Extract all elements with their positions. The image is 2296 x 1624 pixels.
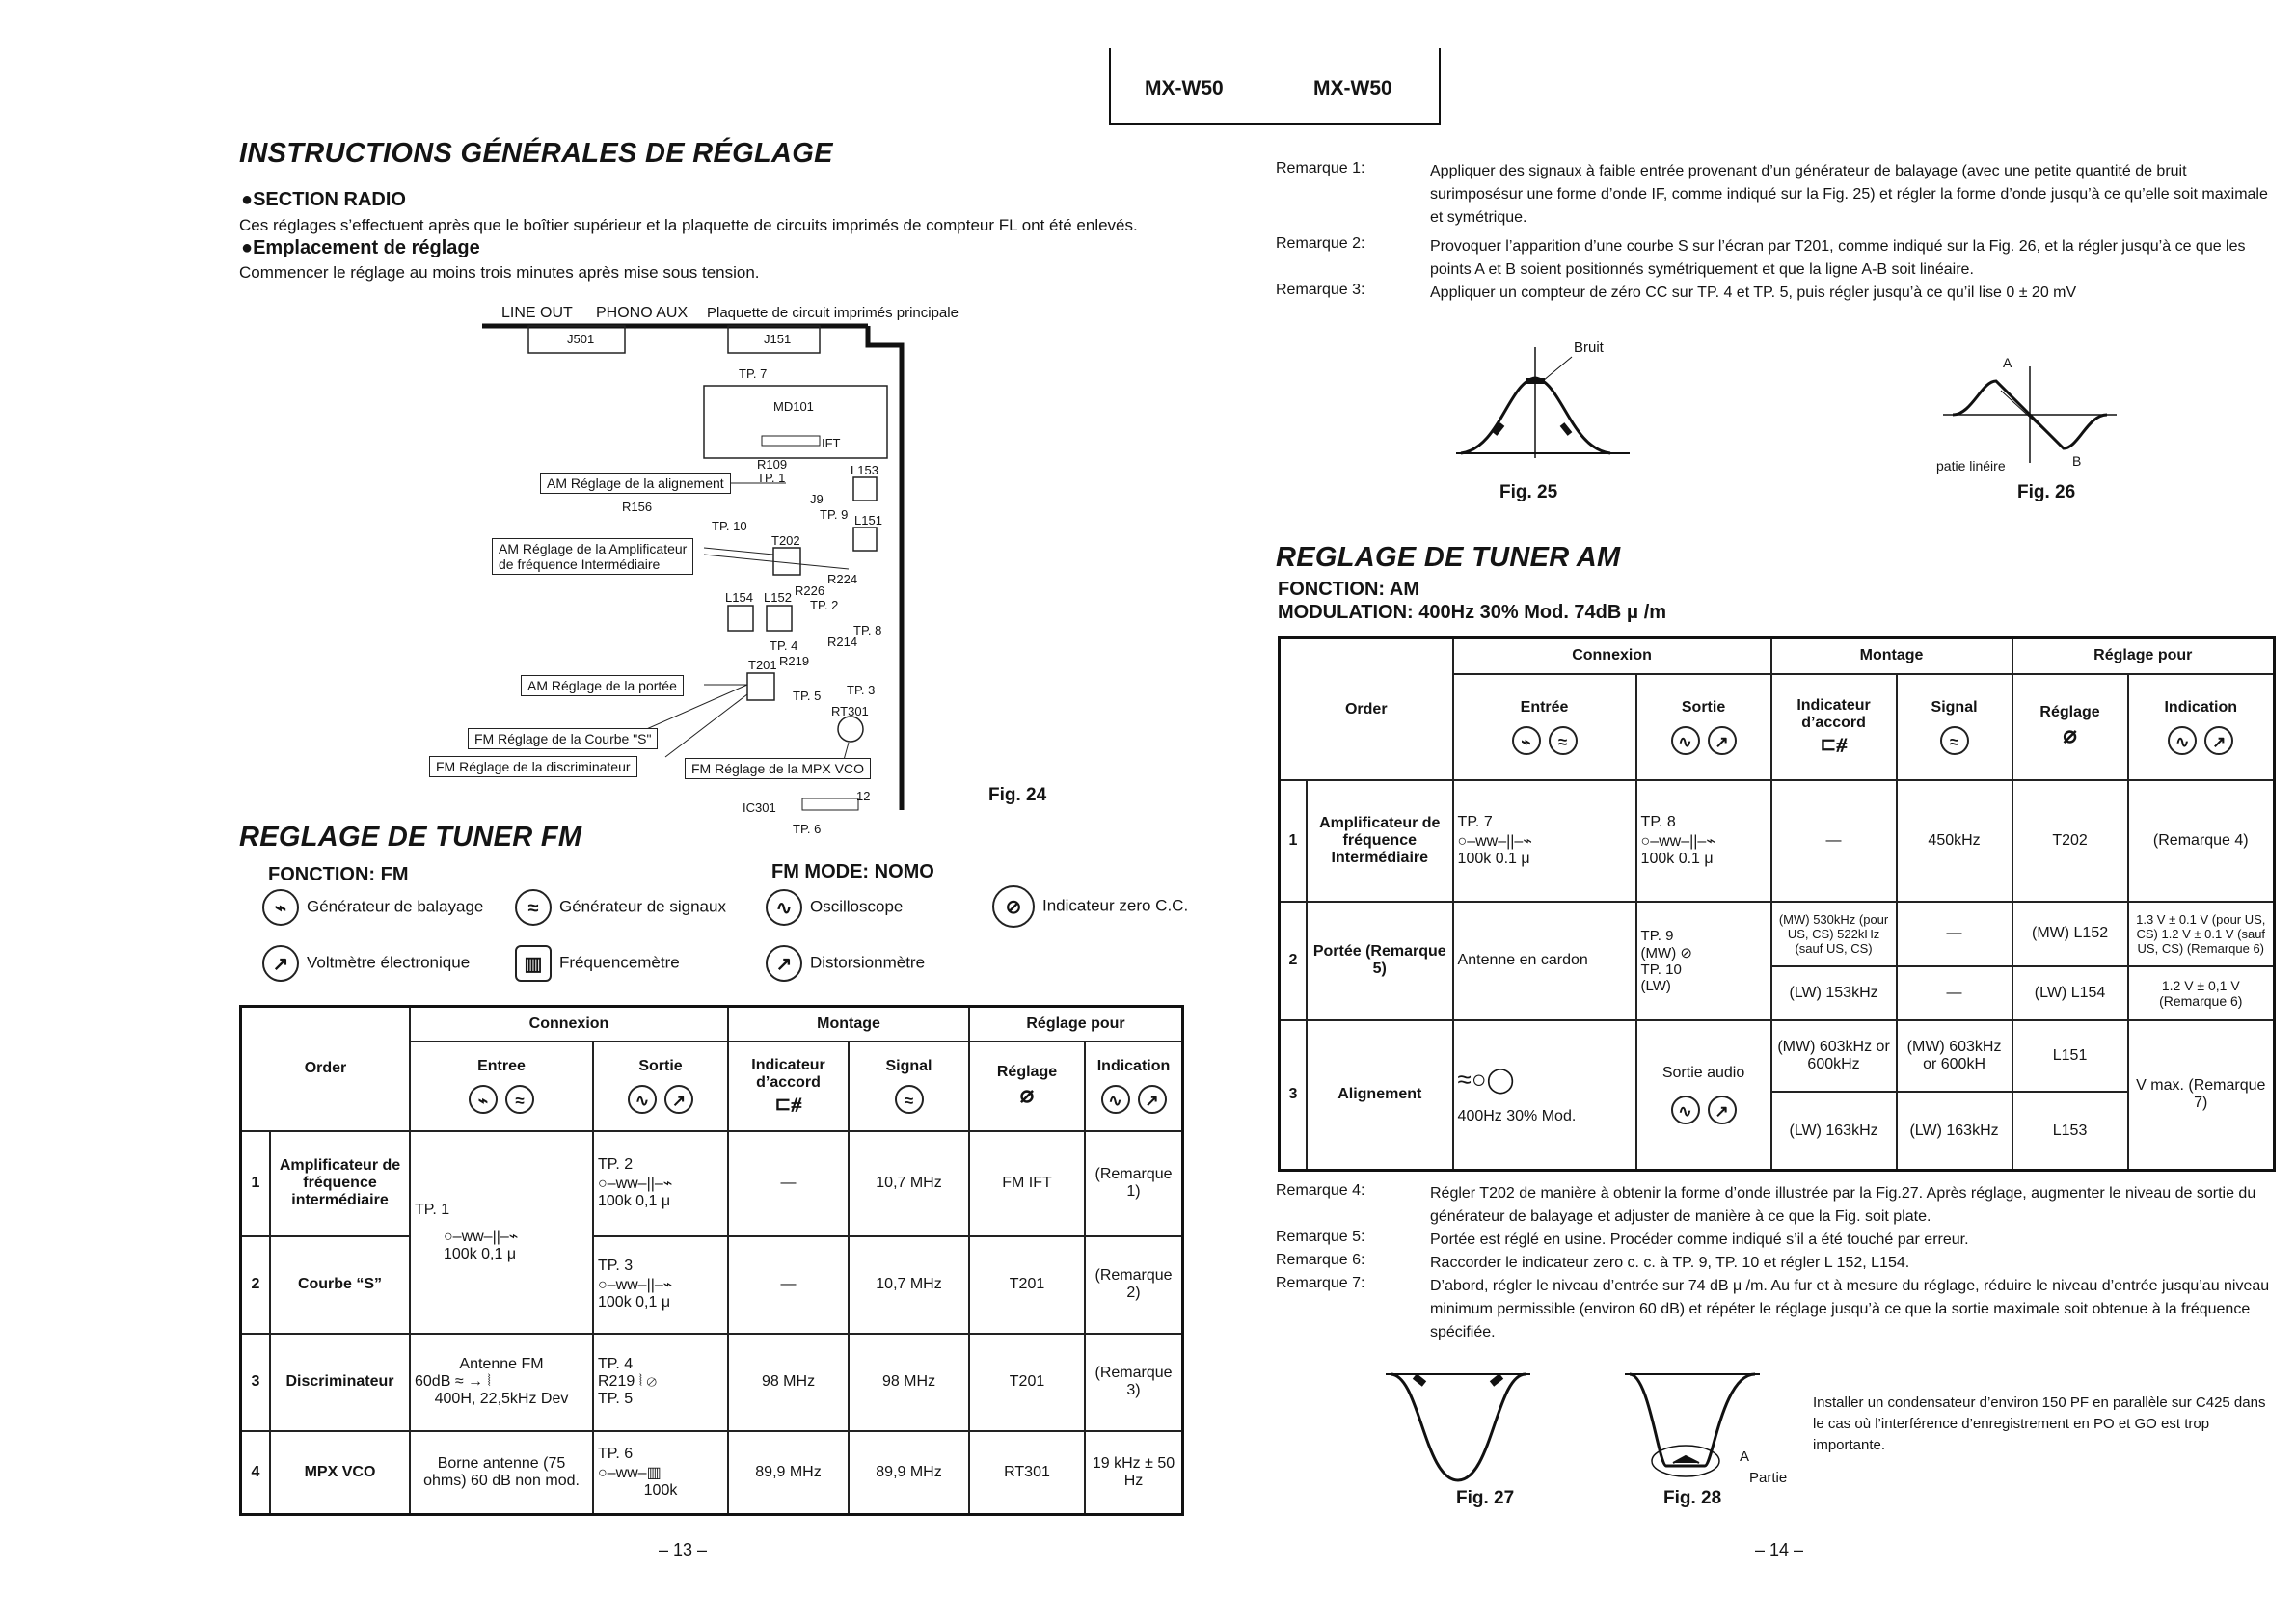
circuit-symbol-icon: ○–ᴡᴡ–||–⌁ <box>598 1277 673 1294</box>
fig24-j501: J501 <box>567 332 595 346</box>
am-row2-num: 2 <box>1280 902 1308 1020</box>
fm-row2-num: 2 <box>241 1236 271 1334</box>
am-th-reglage <box>2012 674 2128 780</box>
am-row2-sortie-lw: (LW) <box>1640 977 1671 994</box>
legend-voltmeter-text: Voltmètre électronique <box>307 953 471 972</box>
am-row1-indication: (Remarque 4) <box>2128 780 2275 902</box>
fm-row2-indic: — <box>728 1236 849 1334</box>
signal-generator-icon: ≈ <box>1549 726 1578 755</box>
fig26-label: Fig. 26 <box>2017 482 2076 502</box>
remarque-1 <box>1276 160 2279 235</box>
fm-row2-sortie <box>593 1236 728 1334</box>
remarques-bottom <box>1276 1182 2279 1344</box>
fm-row3-entree-db: 60dB <box>415 1373 451 1391</box>
fm-fonction: FONCTION: FM <box>268 864 409 885</box>
fm-th-indication-label: Indication <box>1096 1058 1171 1075</box>
am-th-sortie <box>1636 674 1771 780</box>
fm-row2-signal: 10,7 MHz <box>849 1236 969 1334</box>
fm-row2-indication: (Remarque 2) <box>1085 1236 1183 1334</box>
emplacement-heading: ●Emplacement de réglage <box>241 237 480 258</box>
fm-table <box>239 1005 1184 1516</box>
adjust-icon: ⌀ <box>1019 1081 1035 1108</box>
am-row2-sortie <box>1636 902 1771 1020</box>
remarque-5-text: Portée est réglé en usine. Procéder comme indiqué s’il a été touché par erreur. <box>1430 1232 1969 1248</box>
fig25-label: Fig. 25 <box>1499 482 1558 502</box>
am-row1-signal: 450kHz <box>1897 780 2012 902</box>
am-th-indication <box>2128 674 2275 780</box>
fm-row3-reglage: T201 <box>969 1334 1085 1431</box>
am-th-sortie-label: Sortie <box>1681 698 1726 716</box>
fm-row4-indication: 19 kHz ± 50 Hz <box>1085 1431 1183 1515</box>
fig24-l153: L153 <box>851 463 878 477</box>
fig24-rt301: RT301 <box>831 704 869 718</box>
fig28-waveform <box>1620 1355 1765 1490</box>
tuning-indicator-icon: ⊏⧣ <box>774 1093 802 1115</box>
am-row1-name: Amplificateur de fréquence Intermédiaire <box>1307 780 1453 902</box>
legend-distortion-meter <box>762 945 925 982</box>
fm-row3-sortie-tp: TP. 4 <box>598 1356 634 1373</box>
am-th-reglage-label: Réglage <box>2039 704 2100 721</box>
am-row1-reglage: T202 <box>2012 780 2128 902</box>
am-th-entree <box>1453 674 1636 780</box>
fig27-label: Fig. 27 <box>1456 1488 1515 1508</box>
legend-sweep-generator <box>258 889 483 926</box>
fig24-tp8: TP. 8 <box>853 623 882 637</box>
zero-indicator-icon: ⦚ ⊘ <box>638 1373 657 1391</box>
fig28-a: A <box>1740 1448 1750 1465</box>
signal-generator-icon: ≈ <box>515 889 552 926</box>
am-row2-indication-a: 1.3 V ± 0.1 V (pour US, CS) 1.2 V ± 0.1 V (sauf US, CS) (Remarque 6) <box>2128 902 2275 966</box>
voltmeter-icon: ↗ <box>1708 726 1737 755</box>
am-fonction: FONCTION: AM <box>1278 579 1420 600</box>
voltmeter-icon: ↗ <box>664 1085 693 1114</box>
am-row1-indic: — <box>1771 780 1897 902</box>
fig24-ic301: IC301 <box>743 800 776 815</box>
remarque-6-text: Raccorder le indicateur zero c. c. à TP. 9, TP. 10 et régler L 152, L154. <box>1430 1255 1910 1271</box>
fig26-b: B <box>2072 453 2082 469</box>
voltmeter-icon: ↗ <box>1708 1096 1737 1124</box>
fm-row2-name: Courbe “S” <box>270 1236 410 1334</box>
fm-row4-indic: 89,9 MHz <box>728 1431 849 1515</box>
fm-th-montage: Montage <box>728 1007 969 1042</box>
fig24-diagram <box>436 299 959 839</box>
am-row2-reglage-b: (LW) L154 <box>2012 966 2128 1020</box>
model-header-box <box>1109 48 1441 125</box>
fm-th-reglage-pour: Réglage pour <box>969 1007 1183 1042</box>
am-row2-reglage-a: (MW) L152 <box>2012 902 2128 966</box>
am-modulation: MODULATION: 400Hz 30% Mod. 74dB μ /m <box>1278 602 1667 623</box>
remarque-7-label: Remarque 7: <box>1276 1275 1365 1291</box>
am-th-indicateur-label: Indicateur d’accord <box>1796 697 1871 732</box>
remarque-2-label: Remarque 2: <box>1276 235 1365 252</box>
adjust-icon: ⌀ <box>2063 722 2077 749</box>
remarque-3-text: Appliquer un compteur de zéro CC sur TP. 4 et TP. 5, puis régler jusqu’à ce qu’il lise 0 ± 20 mV <box>1430 284 2077 301</box>
model-label-right: MX-W50 <box>1313 77 1392 99</box>
am-th-connexion: Connexion <box>1453 638 1771 674</box>
am-row3-signal-b: (LW) 163kHz <box>1897 1092 2012 1170</box>
fm-row3-sortie-r: R219 <box>598 1373 635 1391</box>
am-row1-entree <box>1453 780 1636 902</box>
circuit-symbol-icon: ○–ᴡᴡ–||–⌁ <box>444 1228 519 1245</box>
fig24-tp1: TP. 1 <box>757 471 786 485</box>
oscilloscope-icon: ∿ <box>1671 1096 1700 1124</box>
fig24-box-discri: FM Réglage de la discriminateur <box>429 756 637 777</box>
fig24-r224: R224 <box>827 572 858 586</box>
fm-row3-num: 3 <box>241 1334 271 1431</box>
fig24-r109: R109 <box>757 457 788 472</box>
fig24-j9: J9 <box>810 492 824 506</box>
fig26-waveform <box>1933 357 2126 473</box>
fm-row3-indic: 98 MHz <box>728 1334 849 1431</box>
fig24-box-portee: AM Réglage de la portée <box>521 675 684 696</box>
fig26-patie: patie linéire <box>1936 458 2006 474</box>
am-title: REGLAGE DE TUNER AM <box>1276 542 1621 573</box>
remarque-5 <box>1276 1229 2279 1252</box>
fm-row3-entree <box>410 1334 593 1431</box>
fm-th-sortie-label: Sortie <box>638 1058 683 1075</box>
fm-row3-entree-sub: 400H, 22,5kHz Dev <box>434 1391 569 1408</box>
fm-row2-reglage: T201 <box>969 1236 1085 1334</box>
fig26-a: A <box>2003 355 2012 370</box>
fm-row4-signal: 89,9 MHz <box>849 1431 969 1515</box>
legend-distortion-meter-text: Distorsionmètre <box>810 953 926 972</box>
legend-sweep-generator-text: Générateur de balayage <box>307 897 484 916</box>
am-row1-sortie <box>1636 780 1771 902</box>
fm-title: REGLAGE DE TUNER FM <box>239 822 582 853</box>
fig24-phono-aux: PHONO AUX <box>596 305 689 321</box>
am-row3-sortie-label: Sortie audio <box>1661 1065 1745 1082</box>
fig24-box-ampli-line1: AM Réglage de la Amplificateur <box>499 541 688 556</box>
am-row2-signal-a: — <box>1897 902 2012 966</box>
fm-row3-indication: (Remarque 3) <box>1085 1334 1183 1431</box>
signal-generator-icon: ≈ <box>505 1085 534 1114</box>
fig24-tp7: TP. 7 <box>739 366 768 381</box>
remarque-1-text: Appliquer des signaux à faible entrée provenant d’un générateur de balayage (avec une petite quantité de bruit surimposésur une forme d’onde IF, comme indiqué sur la Fig. 25) et régler la forme d’onde jusqu’à ce qu’elle soit maximale et symétrique. <box>1430 163 2268 226</box>
fig24-tp10: TP. 10 <box>712 519 747 533</box>
section-radio-text: Ces réglages s’effectuent après que le boîtier supérieur et la plaquette de circuits imprimés de compteur FL ont été enlevés. <box>239 216 1138 234</box>
fm-row4-name: MPX VCO <box>270 1431 410 1515</box>
am-row3-signal-a: (MW) 603kHz or 600kH <box>1897 1020 2012 1092</box>
fm-mode: FM MODE: NOMO <box>771 861 934 882</box>
circuit-symbol-icon: ○–ᴡᴡ–||–⌁ <box>598 1176 673 1193</box>
am-row1-sortie-tp: TP. 8 <box>1640 813 1676 830</box>
fig24-tp5: TP. 5 <box>793 689 822 703</box>
fig24-tp2: TP. 2 <box>810 598 839 612</box>
table-row <box>241 1334 1183 1431</box>
sweep-generator-icon: ⌁ <box>1512 726 1541 755</box>
fm-row2-sortie-val: 100k 0,1 μ <box>598 1294 671 1312</box>
distortion-meter-icon: ↗ <box>766 945 802 982</box>
remarque-4 <box>1276 1182 2279 1229</box>
am-row3-reglage-a: L151 <box>2012 1020 2128 1092</box>
am-th-order: Order <box>1280 638 1453 781</box>
fm-row4-sortie <box>593 1431 728 1515</box>
fm-row12-entree <box>410 1131 593 1334</box>
page-number-right: – 14 – <box>1755 1540 1804 1559</box>
legend-signal-generator-text: Générateur de signaux <box>559 897 726 916</box>
fm-th-reglage-label: Réglage <box>996 1063 1058 1080</box>
remarque-6-label: Remarque 6: <box>1276 1252 1365 1268</box>
circuit-symbol-icon: ○–ᴡᴡ–||–⌁ <box>1457 832 1532 850</box>
am-th-entree-label: Entrée <box>1520 698 1569 716</box>
fm-th-indication <box>1085 1042 1183 1131</box>
signal-generator-icon: ≈ <box>895 1085 924 1114</box>
voltmeter-icon: ↗ <box>262 945 299 982</box>
fm-th-reglage <box>969 1042 1085 1131</box>
fm-th-signal-label: Signal <box>885 1058 932 1075</box>
fm-row3-name: Discriminateur <box>270 1334 410 1431</box>
fm-th-entree <box>410 1042 593 1131</box>
signal-generator-icon: ≈ <box>1940 726 1969 755</box>
fig24-t202: T202 <box>771 533 800 548</box>
fm-row3-sortie-tp2: TP. 5 <box>598 1391 634 1408</box>
fig24-label: Fig. 24 <box>988 785 1047 805</box>
sweep-generator-icon: ⌁ <box>262 889 299 926</box>
fig24-md101: MD101 <box>773 399 814 414</box>
fm-row1-name: Amplificateur de fréquence intermédiaire <box>270 1131 410 1236</box>
frequency-meter-icon: ▥ <box>515 945 552 982</box>
table-row <box>241 1236 1183 1334</box>
frequency-meter-icon: ○–ᴡᴡ–▥ <box>598 1464 662 1481</box>
install-note: Installer un condensateur d’environ 150 PF en parallèle sur C425 dans le cas où l’interférence d’enregistrement en PO et GO est trop importante. <box>1813 1394 2266 1453</box>
fm-row1-sortie-tp: TP. 2 <box>598 1156 634 1174</box>
fm-row1-signal: 10,7 MHz <box>849 1131 969 1236</box>
legend-signal-generator <box>511 889 726 926</box>
tuning-indicator-icon: ⊏⧣ <box>1820 734 1848 756</box>
oscilloscope-icon: ∿ <box>766 889 802 926</box>
am-row3-indication: V max. (Remarque 7) <box>2128 1020 2275 1171</box>
fm-row3-sortie <box>593 1334 728 1431</box>
fig28-partie: Partie <box>1749 1470 1788 1486</box>
legend-zero-indicator-text: Indicateur zero C.C. <box>1042 896 1189 915</box>
legend-voltmeter <box>258 945 470 982</box>
sweep-generator-icon: ⌁ <box>469 1085 498 1114</box>
am-row1-sortie-val: 100k 0.1 μ <box>1640 850 1714 867</box>
fig24-ift: IFT <box>822 436 841 450</box>
am-row3-name: Alignement <box>1307 1020 1453 1171</box>
fig24-j151: J151 <box>764 332 792 346</box>
fig24-r219: R219 <box>779 654 810 668</box>
fig24-box-alignement: AM Réglage de la alignement <box>540 473 731 494</box>
fig25-waveform <box>1446 338 1639 463</box>
am-row1-num: 1 <box>1280 780 1308 902</box>
oscilloscope-icon: ∿ <box>1101 1085 1130 1114</box>
legend-frequency-meter-text: Fréquencemètre <box>559 953 680 972</box>
fm-th-order: Order <box>241 1007 411 1131</box>
fig24-l152: L152 <box>764 590 792 605</box>
am-row1-entree-val: 100k 0.1 μ <box>1457 850 1530 867</box>
fig24-box-mpx: FM Réglage de la MPX VCO <box>685 758 871 779</box>
fig27-waveform <box>1381 1355 1535 1490</box>
fm-row4-entree: Borne antenne (75 ohms) 60 dB non mod. <box>410 1431 593 1515</box>
remarque-7-text: D’abord, régler le niveau d’entrée sur 74 dB μ /m. Au fur et à mesure du réglage, réduire le niveau d’entrée jusqu’au niveau minimum permissible (environ 60 dB) et répéter le réglage jusqu’à ce que la sortie maximale soit obtenue à la fréquence spécifiée. <box>1430 1278 2270 1340</box>
remarque-3-label: Remarque 3: <box>1276 282 1365 298</box>
fig28-label: Fig. 28 <box>1663 1488 1722 1508</box>
fig24-tp9: TP. 9 <box>820 507 849 522</box>
remarque-3 <box>1276 282 2279 307</box>
loop-antenna-icon: ≈○◯ <box>1457 1064 1515 1094</box>
remarque-2-text: Provoquer l’apparition d’une courbe S sur l’écran par T201, comme indiqué sur la Fig. 26, et la régler jusqu’à ce que les points A et B soient positionnés symétriquement et que la ligne A-B soit linéaire. <box>1430 238 2246 278</box>
section-radio-heading: ●SECTION RADIO <box>241 189 406 210</box>
fm-th-indicateur <box>728 1042 849 1131</box>
am-row2-indic-b: (LW) 153kHz <box>1771 966 1897 1020</box>
am-th-indication-label: Indication <box>2164 698 2238 716</box>
am-row3-entree <box>1453 1020 1636 1171</box>
fig24-tp3: TP. 3 <box>847 683 876 697</box>
fig24-box-ampli <box>492 538 693 575</box>
am-th-indicateur <box>1771 674 1897 780</box>
fig24-plaquette: Plaquette de circuit imprimés principale <box>707 305 959 321</box>
table-row <box>241 1131 1183 1236</box>
fm-th-signal <box>849 1042 969 1131</box>
zero-indicator-icon: ⊘ <box>992 885 1035 928</box>
remarque-1-label: Remarque 1: <box>1276 160 1365 176</box>
voltmeter-icon: ↗ <box>2204 726 2233 755</box>
am-row3-sortie <box>1636 1020 1771 1171</box>
am-th-montage: Montage <box>1771 638 2012 674</box>
fig24-l154: L154 <box>725 590 753 605</box>
page-title-left: INSTRUCTIONS GÉNÉRALES DE RÉGLAGE <box>239 138 833 169</box>
fm-row1-indic: — <box>728 1131 849 1236</box>
fm-row3-entree-top: Antenne FM <box>459 1356 544 1373</box>
fig24-box-ampli-line2: de fréquence Intermédiaire <box>499 556 661 572</box>
remarque-5-label: Remarque 5: <box>1276 1229 1365 1245</box>
fm-row1-indication: (Remarque 1) <box>1085 1131 1183 1236</box>
fm-th-connexion: Connexion <box>410 1007 728 1042</box>
fig24-box-courbe: FM Réglage de la Courbe "S" <box>468 728 658 749</box>
am-row2-signal-b: — <box>1897 966 2012 1020</box>
legend-oscilloscope <box>762 889 903 926</box>
table-row <box>241 1431 1183 1515</box>
fm-row1-sortie-val: 100k 0,1 μ <box>598 1193 671 1210</box>
fm-th-entree-label: Entree <box>477 1058 526 1075</box>
am-row3-entree-sub: 400Hz 30% Mod. <box>1457 1107 1577 1124</box>
signal-generator-icon: ≈ → ⦚ <box>454 1373 491 1391</box>
fm-row4-sortie-val: 100k <box>643 1481 678 1499</box>
legend-frequency-meter <box>511 945 680 982</box>
am-row2-entree: Antenne en cardon <box>1453 902 1636 1020</box>
table-row <box>1280 1020 2275 1092</box>
oscilloscope-icon: ∿ <box>2168 726 2197 755</box>
oscilloscope-icon: ∿ <box>628 1085 657 1114</box>
fm-row1-reglage: FM IFT <box>969 1131 1085 1236</box>
fm-row2-sortie-tp: TP. 3 <box>598 1258 634 1275</box>
am-table <box>1278 636 2276 1172</box>
voltmeter-icon: ↗ <box>1138 1085 1167 1114</box>
am-th-signal <box>1897 674 2012 780</box>
remarque-6 <box>1276 1252 2279 1275</box>
am-row1-entree-tp: TP. 7 <box>1457 813 1493 830</box>
model-label-left: MX-W50 <box>1145 77 1224 99</box>
remarque-4-text: Régler T202 de manière à obtenir la forme d’onde illustrée par la Fig.27. Après réglage, augmenter le niveau de sortie du générateur de balayage et adjuster de manière à ce que la Fig. soit plate. <box>1430 1185 2256 1225</box>
fig24-tp6: TP. 6 <box>793 822 822 836</box>
circuit-symbol-icon: ○–ᴡᴡ–||–⌁ <box>1640 832 1715 850</box>
fm-entree-val: 100k 0,1 μ <box>444 1245 517 1262</box>
fig24-tp4: TP. 4 <box>770 638 798 653</box>
legend-zero-indicator <box>988 885 1188 928</box>
am-row2-indic-a: (MW) 530kHz (pour US, CS) 522kHz (sauf US, CS) <box>1771 902 1897 966</box>
remarque-4-label: Remarque 4: <box>1276 1182 1365 1199</box>
fm-th-indicateur-label: Indicateur d’accord <box>751 1056 825 1091</box>
fig24-l151: L151 <box>854 513 882 528</box>
am-row2-sortie-mw: (MW) <box>1640 944 1677 961</box>
fm-row3-signal: 98 MHz <box>849 1334 969 1431</box>
fig24-r214: R214 <box>827 635 858 649</box>
fm-th-sortie <box>593 1042 728 1131</box>
am-row3-indic-a: (MW) 603kHz or 600kHz <box>1771 1020 1897 1092</box>
fig24-r156: R156 <box>622 500 653 514</box>
fm-row4-sortie-tp: TP. 6 <box>598 1445 634 1462</box>
am-th-reglage-pour: Réglage pour <box>2012 638 2275 674</box>
am-row3-reglage-b: L153 <box>2012 1092 2128 1170</box>
am-th-signal-label: Signal <box>1931 698 1978 716</box>
table-row <box>1280 780 2275 902</box>
am-row2-indication-b: 1.2 V ± 0,1 V (Remarque 6) <box>2128 966 2275 1020</box>
legend-oscilloscope-text: Oscilloscope <box>810 897 904 916</box>
fm-row4-reglage: RT301 <box>969 1431 1085 1515</box>
fm-row4-num: 4 <box>241 1431 271 1515</box>
remarque-2 <box>1276 235 2279 282</box>
table-row <box>1280 902 2275 966</box>
remarque-7 <box>1276 1275 2279 1344</box>
fm-row1-num: 1 <box>241 1131 271 1236</box>
fig24-t201: T201 <box>748 658 777 672</box>
fig24-pin12: 12 <box>856 789 871 803</box>
zero-indicator-icon: ⊘ <box>1680 944 1692 961</box>
fig24-r226: R226 <box>795 583 825 598</box>
am-row3-num: 3 <box>1280 1020 1308 1171</box>
fm-entree-tp1: TP. 1 <box>415 1201 450 1218</box>
emplacement-text: Commencer le réglage au moins trois minutes après mise sous tension. <box>239 263 760 282</box>
remarques-top <box>1276 160 2279 307</box>
oscilloscope-icon: ∿ <box>1671 726 1700 755</box>
page-number-left: – 13 – <box>659 1540 708 1559</box>
fig25-bruit: Bruit <box>1574 339 1604 356</box>
fig24-line-out: LINE OUT <box>501 305 573 321</box>
fm-row1-sortie <box>593 1131 728 1236</box>
am-row2-sortie-tp10: TP. 10 <box>1640 961 1682 978</box>
am-row2-sortie-tp9: TP. 9 <box>1640 927 1674 944</box>
am-row3-indic-b: (LW) 163kHz <box>1771 1092 1897 1170</box>
am-row2-name: Portée (Remarque 5) <box>1307 902 1453 1020</box>
